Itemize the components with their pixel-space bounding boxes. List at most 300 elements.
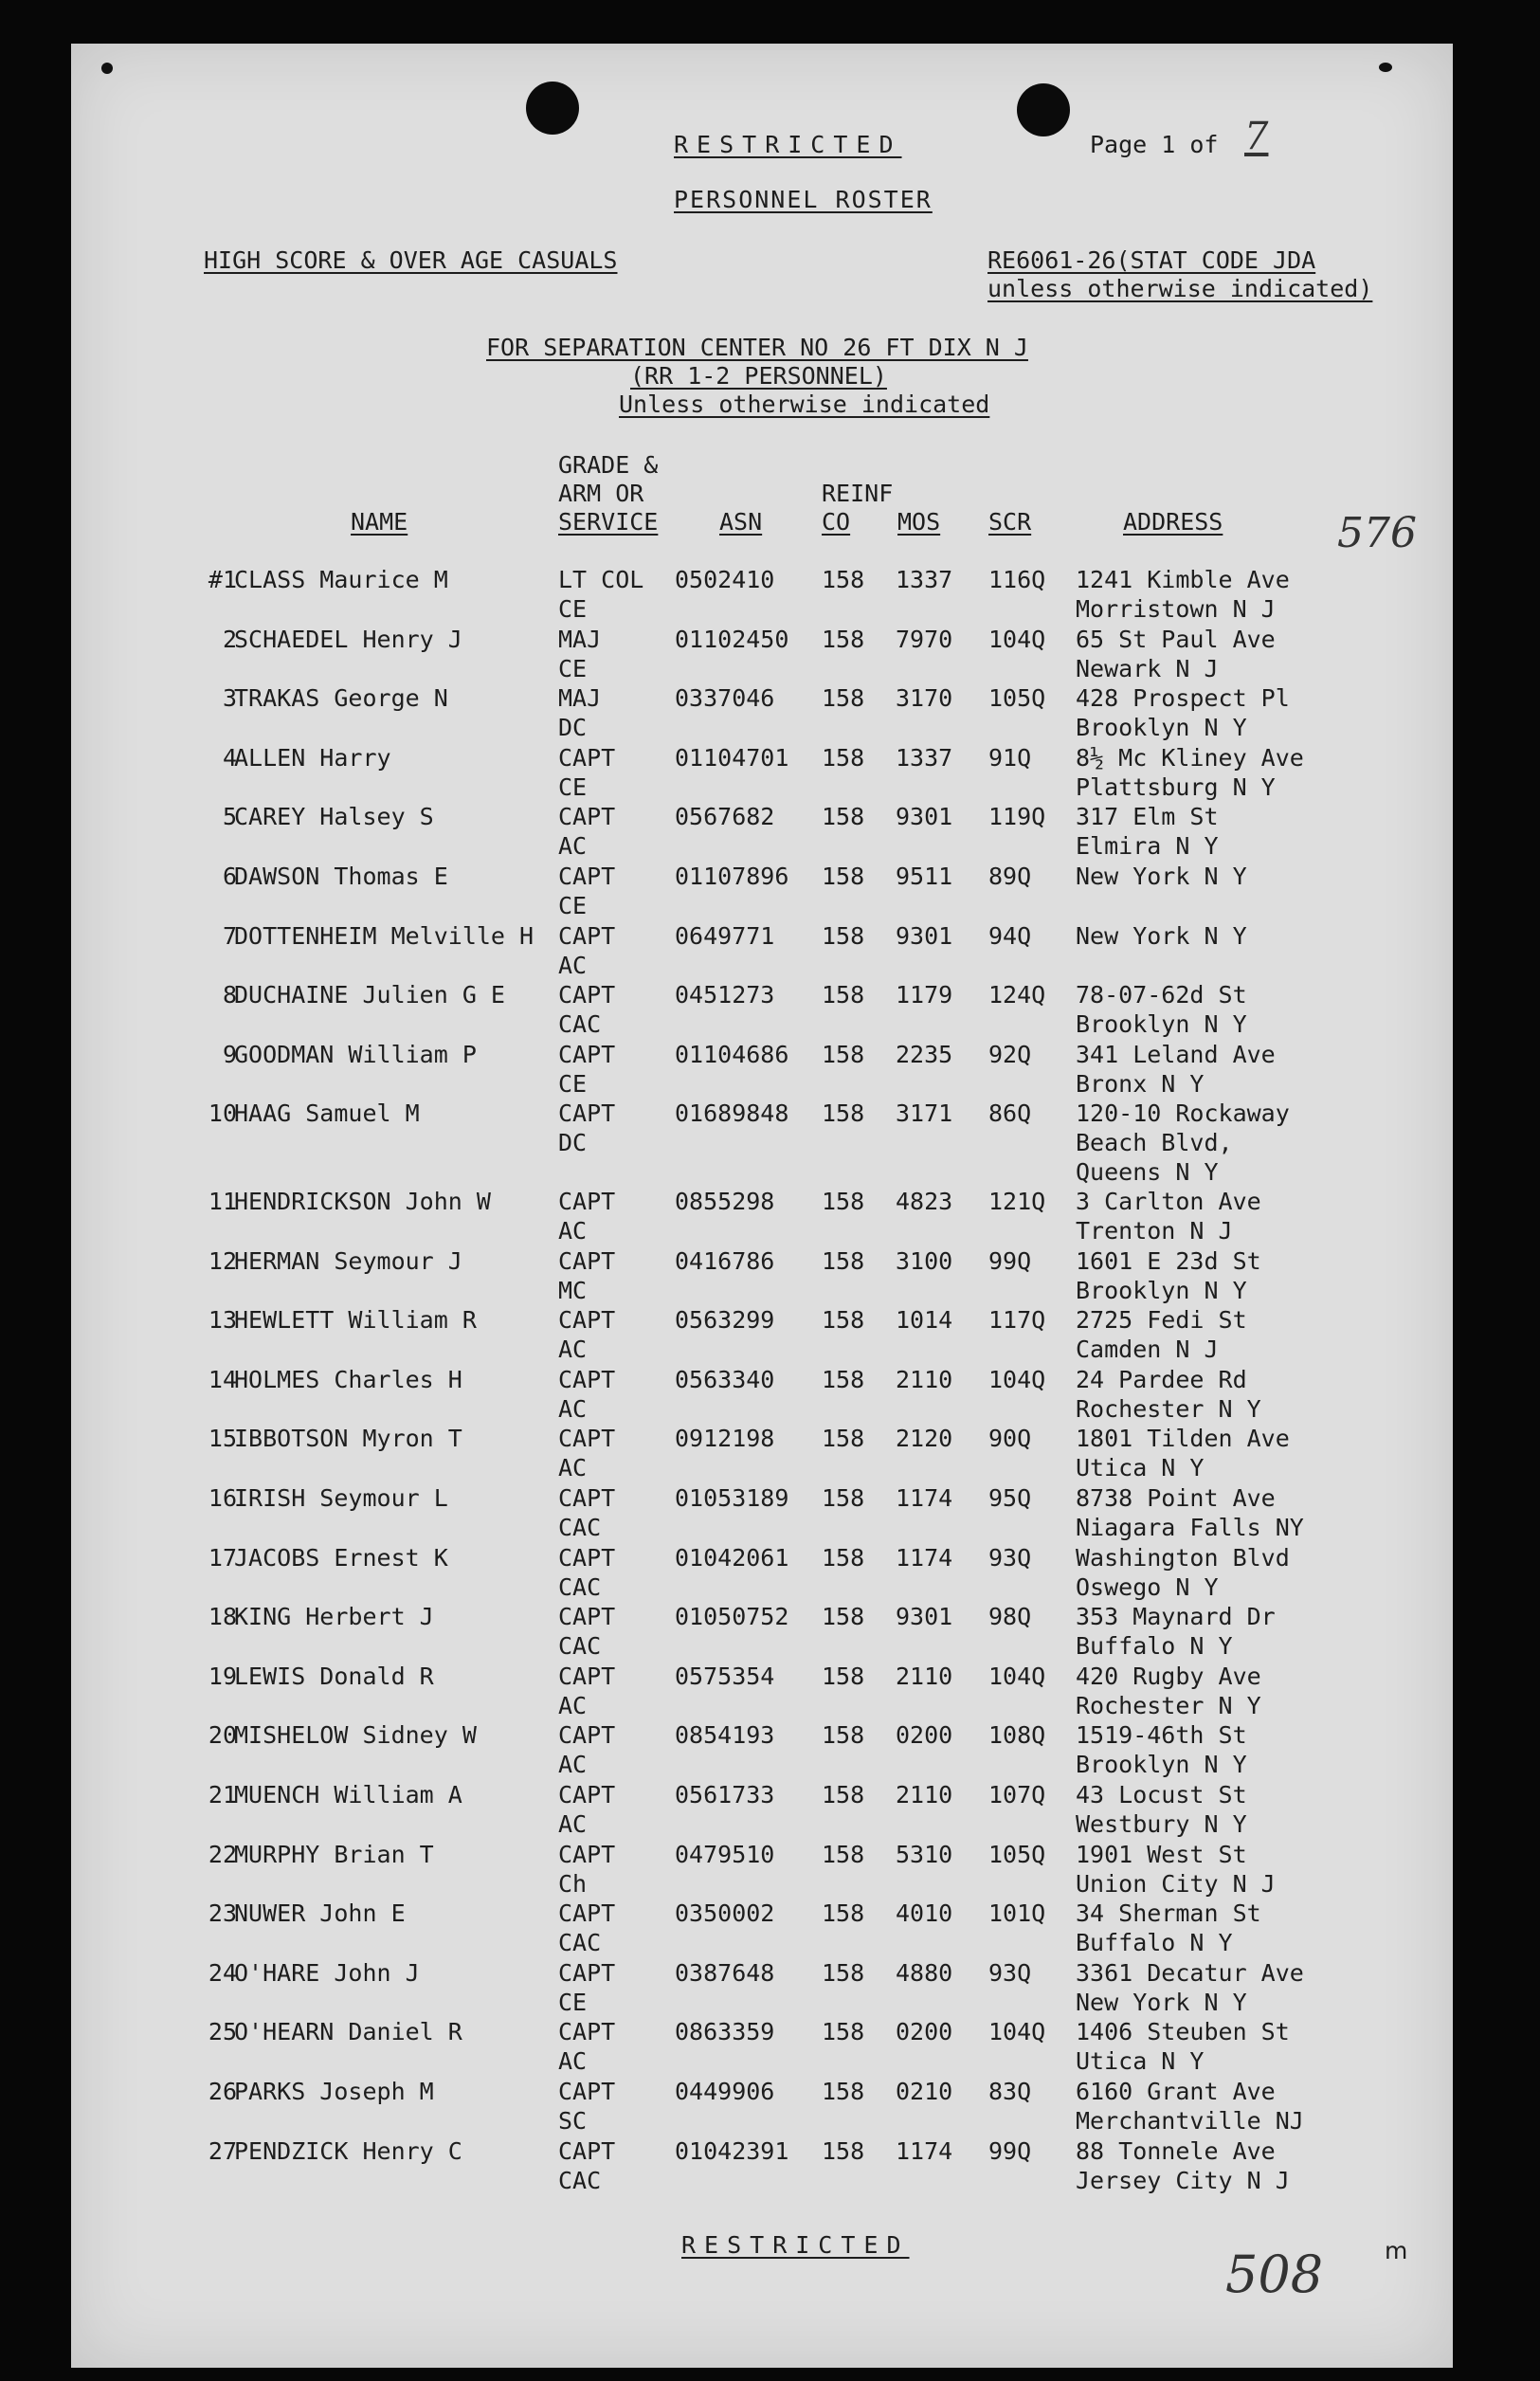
table-row (71, 565, 1453, 624)
cell-name: ALLEN Harry (234, 743, 391, 772)
table-row (71, 1720, 1453, 1779)
cell-arm-service: MC (558, 1276, 588, 1304)
cell-arm-service: CAC (558, 2166, 602, 2194)
column-header-grade: GRADE & (558, 451, 659, 479)
cell-grade: MAJ (558, 684, 602, 713)
cell-grade: CAPT (558, 1246, 616, 1275)
cell-reinf-co: 158 (822, 743, 865, 772)
cell-address-line1: 420 Rugby Ave (1076, 1662, 1261, 1690)
cell-grade: CAPT (558, 1543, 616, 1572)
cell-reinf-co: 158 (822, 1484, 865, 1512)
cell-address-line2: Rochester N Y (1076, 1394, 1261, 1423)
cell-name: JACOBS Ernest K (234, 1543, 448, 1572)
cell-asn: 0854193 (675, 1721, 775, 1750)
cell-score: 91Q (988, 743, 1032, 772)
cell-row-number: 8 (222, 981, 237, 1009)
cell-arm-service: CE (558, 1069, 588, 1098)
cell-address-line1: 1406 Steuben St (1076, 2018, 1290, 2046)
cell-row-number: 15 (208, 1425, 237, 1453)
cell-grade: CAPT (558, 1958, 616, 1987)
cell-arm-service: AC (558, 1454, 588, 1482)
cell-reinf-co: 158 (822, 1899, 865, 1928)
punch-hole-left (526, 82, 579, 135)
cell-row-number: 4 (222, 743, 237, 772)
cell-grade: MAJ (558, 625, 602, 653)
table-row (71, 743, 1453, 802)
cell-address-line1: 341 Leland Ave (1076, 1040, 1276, 1068)
cell-address-line3: Queens N Y (1076, 1158, 1219, 1187)
cell-arm-service: CAC (558, 1929, 602, 1957)
cell-name: PARKS Joseph M (234, 2078, 434, 2105)
cell-address-line1: 120-10 Rockaway (1076, 1100, 1290, 1128)
cell-address-line1: 6160 Grant Ave (1076, 2078, 1276, 2105)
cell-reinf-co: 158 (822, 1040, 865, 1068)
cell-reinf-co: 158 (822, 1958, 865, 1987)
cell-reinf-co: 158 (822, 684, 865, 713)
cell-mos: 9511 (896, 863, 953, 890)
cell-address-line2: Bronx N Y (1076, 1069, 1205, 1098)
cell-name: IBBOTSON Myron T (234, 1425, 462, 1453)
cell-score: 99Q (988, 1246, 1032, 1275)
cell-mos: 9301 (896, 1603, 953, 1631)
table-row (71, 1187, 1453, 1245)
cell-reinf-co: 158 (822, 1188, 865, 1215)
cell-name: LEWIS Donald R (234, 1662, 434, 1690)
column-header-grade: SERVICE (558, 508, 659, 536)
cell-name: HENDRICKSON John W (234, 1188, 491, 1215)
column-header-asn: ASN (719, 508, 763, 536)
cell-arm-service: CAC (558, 1010, 602, 1039)
cell-score: 83Q (988, 2078, 1032, 2105)
cell-grade: CAPT (558, 1100, 616, 1128)
cell-address-line1: 353 Maynard Dr (1076, 1603, 1276, 1631)
table-row (71, 683, 1453, 742)
cell-address-line2: Westbury N Y (1076, 1810, 1247, 1838)
cell-asn: 01102450 (675, 625, 789, 653)
cell-mos: 3171 (896, 1100, 953, 1128)
cell-row-number: #1 (208, 566, 237, 593)
table-row (71, 1662, 1453, 1720)
cell-mos: 2110 (896, 1781, 953, 1808)
separation-center-title: FOR SEPARATION CENTER NO 26 FT DIX N J (486, 334, 1028, 361)
cell-score: 105Q (988, 1840, 1046, 1868)
cell-grade: CAPT (558, 981, 616, 1009)
cell-address-line1: 78-07-62d St (1076, 981, 1247, 1009)
cell-arm-service: CE (558, 1988, 588, 2016)
cell-arm-service: AC (558, 2047, 588, 2076)
cell-asn: 0563340 (675, 1365, 775, 1393)
cell-address-line2: Beach Blvd, (1076, 1129, 1233, 1157)
cell-asn: 0563299 (675, 1306, 775, 1335)
cell-asn: 0855298 (675, 1188, 775, 1215)
column-header-grade: ARM OR (558, 480, 644, 507)
cell-address-line2: Morristown N J (1076, 595, 1276, 623)
cell-asn: 0912198 (675, 1425, 775, 1453)
cell-mos: 4880 (896, 1958, 953, 1987)
cell-score: 104Q (988, 2018, 1046, 2046)
cell-reinf-co: 158 (822, 1840, 865, 1868)
cell-row-number: 6 (222, 863, 237, 890)
cell-grade: CAPT (558, 1306, 616, 1335)
cell-row-number: 27 (208, 2136, 237, 2165)
unless-indicated-note: Unless otherwise indicated (619, 391, 990, 418)
cell-address-line1: Washington Blvd (1076, 1543, 1290, 1572)
cell-asn: 0863359 (675, 2018, 775, 2046)
cell-score: 90Q (988, 1425, 1032, 1453)
cell-asn: 0575354 (675, 1662, 775, 1690)
handwritten-corner-mark: m (1385, 2237, 1408, 2264)
cell-address-line1: 8½ Mc Kliney Ave (1076, 743, 1304, 772)
cell-arm-service: SC (558, 2107, 588, 2135)
cell-mos: 5310 (896, 1840, 953, 1868)
cell-grade: CAPT (558, 1425, 616, 1453)
cell-name: TRAKAS George N (234, 684, 448, 713)
cell-name: HOLMES Charles H (234, 1365, 462, 1393)
cell-mos: 0210 (896, 2078, 953, 2105)
cell-asn: 01042391 (675, 2136, 789, 2165)
cell-mos: 0200 (896, 2018, 953, 2046)
cell-mos: 3100 (896, 1246, 953, 1275)
cell-asn: 0449906 (675, 2078, 775, 2105)
cell-reinf-co: 158 (822, 2018, 865, 2046)
cell-address-line1: 43 Locust St (1076, 1781, 1247, 1808)
cell-address-line1: 34 Sherman St (1076, 1899, 1261, 1928)
cell-reinf-co: 158 (822, 1603, 865, 1631)
cell-grade: CAPT (558, 2136, 616, 2165)
cell-reinf-co: 158 (822, 803, 865, 831)
cell-arm-service: AC (558, 1217, 588, 1245)
handwritten-number-bottom: 508 (1225, 2245, 1324, 2304)
cell-name: HAAG Samuel M (234, 1100, 420, 1128)
cell-address-line2: Buffalo N Y (1076, 1632, 1233, 1661)
cell-row-number: 16 (208, 1484, 237, 1512)
cell-reinf-co: 158 (822, 1365, 865, 1393)
cell-arm-service: Ch (558, 1869, 588, 1898)
table-row (71, 1040, 1453, 1099)
cell-reinf-co: 158 (822, 921, 865, 950)
cell-score: 121Q (988, 1188, 1046, 1215)
cell-mos: 1179 (896, 981, 953, 1009)
cell-arm-service: DC (558, 1129, 588, 1157)
cell-score: 94Q (988, 921, 1032, 950)
cell-row-number: 5 (222, 803, 237, 831)
cell-name: CLASS Maurice M (234, 566, 448, 593)
cell-score: 105Q (988, 684, 1046, 713)
cell-row-number: 13 (208, 1306, 237, 1335)
cell-row-number: 18 (208, 1603, 237, 1631)
cell-reinf-co: 158 (822, 2136, 865, 2165)
cell-address-line1: 428 Prospect Pl (1076, 684, 1290, 713)
cell-mos: 1174 (896, 1543, 953, 1572)
cell-address-line1: 3361 Decatur Ave (1076, 1958, 1304, 1987)
cell-name: DUCHAINE Julien G E (234, 981, 505, 1009)
cell-address-line1: 1801 Tilden Ave (1076, 1425, 1290, 1453)
cell-asn: 01689848 (675, 1100, 789, 1128)
cell-address-line2: Brooklyn N Y (1076, 1010, 1247, 1039)
table-row (71, 1424, 1453, 1482)
cell-address-line1: New York N Y (1076, 863, 1247, 890)
cell-mos: 7970 (896, 625, 953, 653)
cell-score: 104Q (988, 625, 1046, 653)
cell-score: 117Q (988, 1306, 1046, 1335)
cell-grade: CAPT (558, 921, 616, 950)
table-row (71, 980, 1453, 1039)
cell-arm-service: AC (558, 1394, 588, 1423)
cell-name: PENDZICK Henry C (234, 2136, 462, 2165)
cell-mos: 3170 (896, 684, 953, 713)
cell-reinf-co: 158 (822, 981, 865, 1009)
table-row (71, 862, 1453, 920)
table-row (71, 1305, 1453, 1364)
cell-mos: 0200 (896, 1721, 953, 1750)
cell-score: 107Q (988, 1781, 1046, 1808)
cell-reinf-co: 158 (822, 1306, 865, 1335)
cell-score: 119Q (988, 803, 1046, 831)
cell-name: CAREY Halsey S (234, 803, 434, 831)
cell-score: 98Q (988, 1603, 1032, 1631)
cell-asn: 0502410 (675, 566, 775, 593)
cell-mos: 4010 (896, 1899, 953, 1928)
stat-code-line1: RE6061-26(STAT CODE JDA (987, 246, 1316, 274)
cell-score: 92Q (988, 1040, 1032, 1068)
cell-mos: 2110 (896, 1662, 953, 1690)
cell-arm-service: AC (558, 1336, 588, 1364)
cell-asn: 01050752 (675, 1603, 789, 1631)
punch-hole-right (1017, 83, 1070, 136)
cell-reinf-co: 158 (822, 2078, 865, 2105)
cell-asn: 0350002 (675, 1899, 775, 1928)
cell-address-line2: Merchantville NJ (1076, 2107, 1304, 2135)
restricted-footer: RESTRICTED (681, 2231, 910, 2259)
table-row (71, 1483, 1453, 1542)
cell-reinf-co: 158 (822, 1662, 865, 1690)
cell-name: SCHAEDEL Henry J (234, 625, 462, 653)
cell-row-number: 20 (208, 1721, 237, 1750)
cell-arm-service: CAC (558, 1514, 602, 1541)
column-header-reinf: REINF (822, 480, 894, 507)
cell-asn: 01042061 (675, 1543, 789, 1572)
cell-grade: CAPT (558, 1603, 616, 1631)
cell-address-line2: Brooklyn N Y (1076, 1276, 1247, 1304)
cell-grade: CAPT (558, 1040, 616, 1068)
cell-arm-service: DC (558, 714, 588, 742)
column-header-name: NAME (351, 508, 408, 536)
page-label: Page 1 of (1090, 131, 1219, 158)
cell-address-line1: 3 Carlton Ave (1076, 1188, 1261, 1215)
cell-name: HEWLETT William R (234, 1306, 477, 1335)
cell-score: 124Q (988, 981, 1046, 1009)
cell-address-line1: New York N Y (1076, 921, 1247, 950)
cell-name: O'HEARN Daniel R (234, 2018, 462, 2046)
cell-grade: CAPT (558, 803, 616, 831)
cell-row-number: 23 (208, 1899, 237, 1928)
cell-name: GOODMAN William P (234, 1040, 477, 1068)
table-row (71, 1899, 1453, 1957)
restricted-header: RESTRICTED (674, 131, 902, 158)
page-total: 7 (1244, 115, 1269, 158)
cell-score: 93Q (988, 1958, 1032, 1987)
cell-asn: 0649771 (675, 921, 775, 950)
cell-row-number: 11 (208, 1188, 237, 1215)
cell-name: DAWSON Thomas E (234, 863, 448, 890)
cell-address-line2: Utica N Y (1076, 1454, 1205, 1482)
cell-asn: 01107896 (675, 863, 789, 890)
cell-address-line2: Newark N J (1076, 654, 1219, 682)
cell-row-number: 24 (208, 1958, 237, 1987)
column-header-co: CO (822, 508, 851, 536)
cell-asn: 0416786 (675, 1246, 775, 1275)
cell-row-number: 7 (222, 921, 237, 950)
cell-address-line2: Utica N Y (1076, 2047, 1205, 2076)
cell-mos: 1174 (896, 1484, 953, 1512)
cell-score: 95Q (988, 1484, 1032, 1512)
cell-grade: CAPT (558, 1662, 616, 1690)
cell-address-line1: 1901 West St (1076, 1840, 1247, 1868)
cell-asn: 0561733 (675, 1781, 775, 1808)
column-header-scr: SCR (988, 508, 1032, 536)
cell-asn: 01104701 (675, 743, 789, 772)
cell-score: 116Q (988, 566, 1046, 593)
cell-arm-service: CAC (558, 1632, 602, 1661)
table-row (71, 921, 1453, 980)
cell-reinf-co: 158 (822, 1100, 865, 1128)
cell-score: 86Q (988, 1100, 1032, 1128)
cell-name: KING Herbert J (234, 1603, 434, 1631)
table-row (71, 2017, 1453, 2076)
table-row (71, 2077, 1453, 2136)
roster-title: PERSONNEL ROSTER (674, 186, 933, 213)
cell-grade: CAPT (558, 2018, 616, 2046)
cell-address-line2: Jersey City N J (1076, 2166, 1290, 2194)
cell-reinf-co: 158 (822, 625, 865, 653)
cell-grade: CAPT (558, 863, 616, 890)
cell-arm-service: AC (558, 1751, 588, 1779)
cell-address-line1: 2725 Fedi St (1076, 1306, 1247, 1335)
cell-address-line2: Buffalo N Y (1076, 1929, 1233, 1957)
stat-code-line2: unless otherwise indicated) (987, 275, 1373, 302)
cell-score: 93Q (988, 1543, 1032, 1572)
cell-row-number: 19 (208, 1662, 237, 1690)
cell-mos: 1174 (896, 2136, 953, 2165)
cell-address-line2: Brooklyn N Y (1076, 1751, 1247, 1779)
cell-row-number: 21 (208, 1781, 237, 1808)
cell-reinf-co: 158 (822, 1721, 865, 1750)
cell-row-number: 22 (208, 1840, 237, 1868)
cell-address-line1: 8738 Point Ave (1076, 1484, 1276, 1512)
cell-address-line1: 1241 Kimble Ave (1076, 566, 1290, 593)
cell-score: 89Q (988, 863, 1032, 890)
cell-score: 99Q (988, 2136, 1032, 2165)
ink-speck (1379, 63, 1392, 72)
cell-grade: CAPT (558, 1899, 616, 1928)
cell-arm-service: CE (558, 892, 588, 919)
table-row (71, 625, 1453, 683)
cell-reinf-co: 158 (822, 1781, 865, 1808)
cell-grade: CAPT (558, 1365, 616, 1393)
cell-name: HERMAN Seymour J (234, 1246, 462, 1275)
cell-arm-service: CAC (558, 1572, 602, 1601)
cell-asn: 0387648 (675, 1958, 775, 1987)
cell-address-line2: Trenton N J (1076, 1217, 1233, 1245)
cell-arm-service: AC (558, 832, 588, 861)
cell-grade: CAPT (558, 2078, 616, 2105)
cell-name: DOTTENHEIM Melville H (234, 921, 534, 950)
cell-address-line1: 1601 E 23d St (1076, 1246, 1261, 1275)
table-row (71, 802, 1453, 861)
cell-name: MUENCH William A (234, 1781, 462, 1808)
cell-mos: 9301 (896, 803, 953, 831)
table-row (71, 1840, 1453, 1899)
cell-address-line2: Niagara Falls NY (1076, 1514, 1304, 1541)
cell-grade: LT COL (558, 566, 644, 593)
cell-row-number: 14 (208, 1365, 237, 1393)
cell-score: 101Q (988, 1899, 1046, 1928)
cell-mos: 2235 (896, 1040, 953, 1068)
cell-name: MURPHY Brian T (234, 1840, 434, 1868)
table-row (71, 1365, 1453, 1424)
cell-address-line1: 24 Pardee Rd (1076, 1365, 1247, 1393)
column-header-mos: MOS (897, 508, 941, 536)
cell-mos: 1337 (896, 743, 953, 772)
cell-address-line2: Rochester N Y (1076, 1691, 1261, 1719)
cell-row-number: 2 (222, 625, 237, 653)
column-header-address: ADDRESS (1123, 508, 1223, 536)
cell-asn: 0479510 (675, 1840, 775, 1868)
ink-speck (101, 63, 113, 74)
cell-address-line1: 317 Elm St (1076, 803, 1219, 831)
cell-arm-service: CE (558, 772, 588, 801)
cell-grade: CAPT (558, 1484, 616, 1512)
table-row (71, 1246, 1453, 1305)
cell-address-line1: 65 St Paul Ave (1076, 625, 1276, 653)
cell-reinf-co: 158 (822, 566, 865, 593)
cell-address-line1: 1519-46th St (1076, 1721, 1247, 1750)
cell-address-line2: New York N Y (1076, 1988, 1247, 2016)
cell-reinf-co: 158 (822, 1246, 865, 1275)
cell-row-number: 17 (208, 1543, 237, 1572)
table-row (71, 1780, 1453, 1839)
cell-score: 104Q (988, 1365, 1046, 1393)
cell-row-number: 9 (222, 1040, 237, 1068)
table-row (71, 1958, 1453, 2017)
table-row (71, 1543, 1453, 1602)
cell-arm-service: CE (558, 595, 588, 623)
cell-asn: 01104686 (675, 1040, 789, 1068)
cell-arm-service: AC (558, 951, 588, 979)
cell-mos: 1337 (896, 566, 953, 593)
cell-name: MISHELOW Sidney W (234, 1721, 477, 1750)
category-title: HIGH SCORE & OVER AGE CASUALS (204, 246, 618, 274)
cell-row-number: 10 (208, 1100, 237, 1128)
cell-name: NUWER John E (234, 1899, 406, 1928)
cell-row-number: 26 (208, 2078, 237, 2105)
handwritten-number-top: 576 (1337, 509, 1417, 557)
cell-row-number: 3 (222, 684, 237, 713)
cell-asn: 01053189 (675, 1484, 789, 1512)
cell-address-line2: Elmira N Y (1076, 832, 1219, 861)
cell-mos: 2120 (896, 1425, 953, 1453)
cell-grade: CAPT (558, 1721, 616, 1750)
cell-asn: 0337046 (675, 684, 775, 713)
table-row (71, 1099, 1453, 1187)
cell-name: O'HARE John J (234, 1958, 420, 1987)
cell-reinf-co: 158 (822, 1543, 865, 1572)
cell-arm-service: AC (558, 1810, 588, 1838)
cell-mos: 9301 (896, 921, 953, 950)
cell-mos: 4823 (896, 1188, 953, 1215)
cell-score: 104Q (988, 1662, 1046, 1690)
cell-grade: CAPT (558, 1840, 616, 1868)
